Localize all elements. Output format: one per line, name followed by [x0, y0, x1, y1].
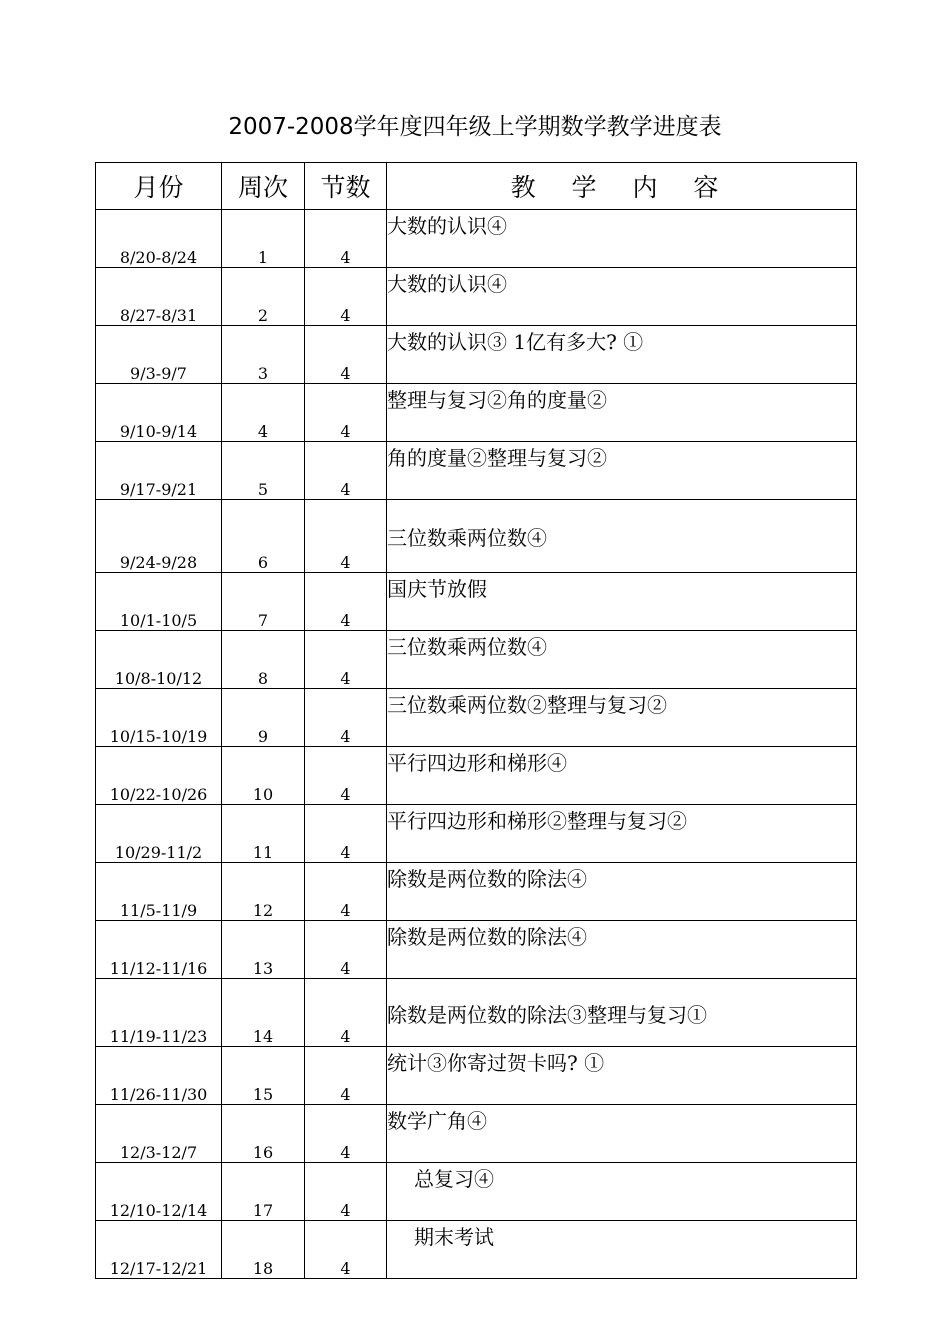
table-row	[96, 689, 857, 747]
lessons-cell: 4	[305, 1105, 387, 1163]
content-cell: 大数的认识③ 1亿有多大? ①	[387, 326, 857, 384]
lessons-cell: 4	[305, 805, 387, 863]
month-cell: 8/20-8/24	[96, 210, 222, 268]
lessons-cell: 4	[305, 210, 387, 268]
week-cell: 1	[222, 210, 305, 268]
header-content: 教 学 内 容	[387, 163, 857, 210]
lessons-cell: 4	[305, 573, 387, 631]
week-cell: 14	[222, 979, 305, 1047]
month-cell: 10/22-10/26	[96, 747, 222, 805]
table-row	[96, 326, 857, 384]
content-cell: 大数的认识④	[387, 210, 857, 268]
lessons-cell: 4	[305, 1047, 387, 1105]
table-row	[96, 921, 857, 979]
week-cell: 17	[222, 1163, 305, 1221]
table-row	[96, 384, 857, 442]
lessons-cell: 4	[305, 921, 387, 979]
lessons-cell: 4	[305, 863, 387, 921]
month-cell: 11/5-11/9	[96, 863, 222, 921]
week-cell: 2	[222, 268, 305, 326]
content-cell: 整理与复习②角的度量②	[387, 384, 857, 442]
lessons-cell: 4	[305, 979, 387, 1047]
content-cell: 除数是两位数的除法③整理与复习①	[387, 979, 857, 1047]
month-cell: 12/17-12/21	[96, 1221, 222, 1279]
month-cell: 11/26-11/30	[96, 1047, 222, 1105]
content-cell: 三位数乘两位数④	[387, 631, 857, 689]
month-cell: 12/10-12/14	[96, 1163, 222, 1221]
content-cell: 国庆节放假	[387, 573, 857, 631]
month-cell: 9/17-9/21	[96, 442, 222, 500]
content-cell: 三位数乘两位数④	[387, 500, 857, 573]
week-cell: 8	[222, 631, 305, 689]
lessons-cell: 4	[305, 326, 387, 384]
table-row	[96, 747, 857, 805]
week-cell: 16	[222, 1105, 305, 1163]
month-cell: 11/12-11/16	[96, 921, 222, 979]
table-row	[96, 805, 857, 863]
month-cell: 11/19-11/23	[96, 979, 222, 1047]
header-week: 周次	[222, 163, 305, 210]
week-cell: 5	[222, 442, 305, 500]
week-cell: 15	[222, 1047, 305, 1105]
table-row	[96, 1047, 857, 1105]
table-row	[96, 268, 857, 326]
week-cell: 13	[222, 921, 305, 979]
lessons-cell: 4	[305, 442, 387, 500]
content-cell: 平行四边形和梯形②整理与复习②	[387, 805, 857, 863]
lessons-cell: 4	[305, 1221, 387, 1279]
content-cell: 总复习④	[387, 1163, 857, 1221]
week-cell: 4	[222, 384, 305, 442]
week-cell: 9	[222, 689, 305, 747]
content-cell: 大数的认识④	[387, 268, 857, 326]
lessons-cell: 4	[305, 1163, 387, 1221]
table-row	[96, 979, 857, 1047]
content-cell: 角的度量②整理与复习②	[387, 442, 857, 500]
table-row	[96, 573, 857, 631]
month-cell: 9/3-9/7	[96, 326, 222, 384]
week-cell: 10	[222, 747, 305, 805]
month-cell: 10/29-11/2	[96, 805, 222, 863]
page-title: 2007-2008学年度四年级上学期数学教学进度表	[228, 114, 722, 140]
week-cell: 18	[222, 1221, 305, 1279]
month-cell: 10/1-10/5	[96, 573, 222, 631]
header-month: 月份	[96, 163, 222, 210]
table-row	[96, 442, 857, 500]
content-cell: 除数是两位数的除法④	[387, 921, 857, 979]
table-row	[96, 1163, 857, 1221]
table-row	[96, 1105, 857, 1163]
content-cell: 平行四边形和梯形④	[387, 747, 857, 805]
header-lessons: 节数	[305, 163, 387, 210]
table-row	[96, 863, 857, 921]
lessons-cell: 4	[305, 631, 387, 689]
table-row	[96, 500, 857, 573]
month-cell: 8/27-8/31	[96, 268, 222, 326]
content-cell: 数学广角④	[387, 1105, 857, 1163]
week-cell: 3	[222, 326, 305, 384]
month-cell: 10/8-10/12	[96, 631, 222, 689]
content-cell: 统计③你寄过贺卡吗? ①	[387, 1047, 857, 1105]
week-cell: 6	[222, 500, 305, 573]
content-cell: 三位数乘两位数②整理与复习②	[387, 689, 857, 747]
content-cell: 除数是两位数的除法④	[387, 863, 857, 921]
table-row	[96, 631, 857, 689]
table-row	[96, 210, 857, 268]
lessons-cell: 4	[305, 384, 387, 442]
lessons-cell: 4	[305, 689, 387, 747]
lessons-cell: 4	[305, 268, 387, 326]
lessons-cell: 4	[305, 747, 387, 805]
header-row	[96, 163, 857, 210]
table-row	[96, 1221, 857, 1279]
month-cell: 9/24-9/28	[96, 500, 222, 573]
lessons-cell: 4	[305, 500, 387, 573]
month-cell: 9/10-9/14	[96, 384, 222, 442]
schedule-table	[95, 162, 857, 1279]
week-cell: 7	[222, 573, 305, 631]
week-cell: 12	[222, 863, 305, 921]
week-cell: 11	[222, 805, 305, 863]
content-cell: 期末考试	[387, 1221, 857, 1279]
month-cell: 12/3-12/7	[96, 1105, 222, 1163]
month-cell: 10/15-10/19	[96, 689, 222, 747]
